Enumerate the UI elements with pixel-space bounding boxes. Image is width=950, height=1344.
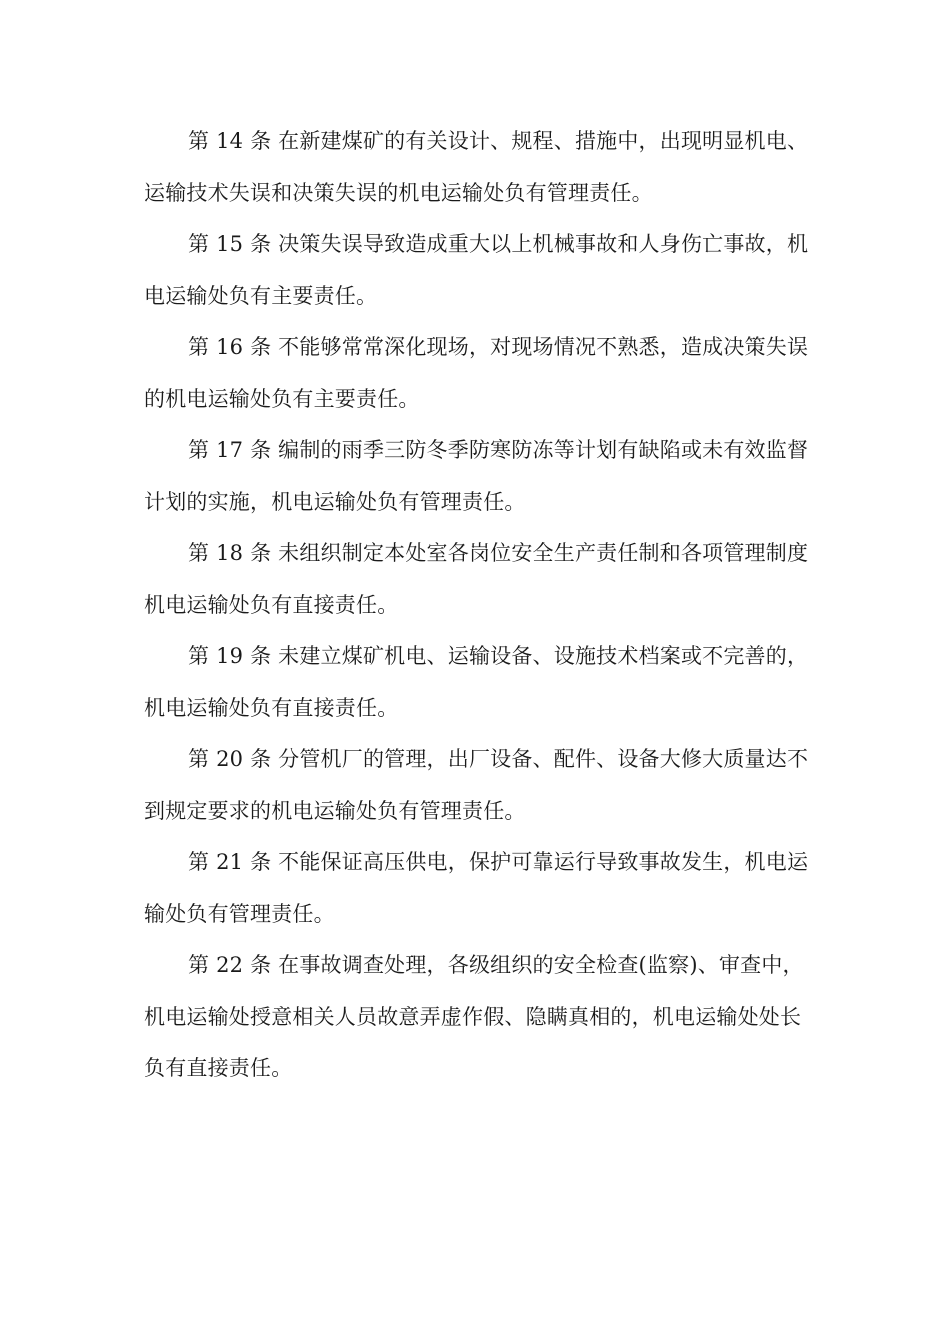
article-14-paragraph: 第 14 条 在新建煤矿的有关设计、规程、措施中，出现明显机电、运输技术失误和决策失误的机电运输处负有管理责任。 bbox=[144, 129, 809, 205]
article-17-paragraph: 第 17 条 编制的雨季三防冬季防寒防冻等计划有缺陷或未有效监督计划的实施，机电运输处负有管理责任。 bbox=[144, 438, 809, 514]
article-21-paragraph: 第 21 条 不能保证高压供电，保护可靠运行导致事故发生，机电运输处负有管理责任。 bbox=[144, 850, 809, 926]
article-20-paragraph: 第 20 条 分管机厂的管理，出厂设备、配件、设备大修大质量达不到规定要求的机电运输处负有管理责任。 bbox=[144, 747, 809, 823]
article-22-paragraph: 第 22 条 在事故调查处理，各级组织的安全检查(监察)、审查中，机电运输处授意相关人员故意弄虚作假、隐瞒真相的，机电运输处处长负有直接责任。 bbox=[144, 953, 804, 1080]
article-16-paragraph: 第 16 条 不能够常常深化现场，对现场情况不熟悉，造成决策失误的机电运输处负有主要责任。 bbox=[144, 335, 809, 411]
article-15-paragraph: 第 15 条 决策失误导致造成重大以上机械事故和人身伤亡事故，机电运输处负有主要责任。 bbox=[144, 232, 809, 308]
document-body bbox=[144, 116, 812, 1095]
article-18-paragraph: 第 18 条 未组织制定本处室各岗位安全生产责任制和各项管理制度机电运输处负有直接责任。 bbox=[144, 541, 809, 617]
article-19-paragraph: 第 19 条 未建立煤矿机电、运输设备、设施技术档案或不完善的，机电运输处负有直接责任。 bbox=[144, 644, 809, 720]
